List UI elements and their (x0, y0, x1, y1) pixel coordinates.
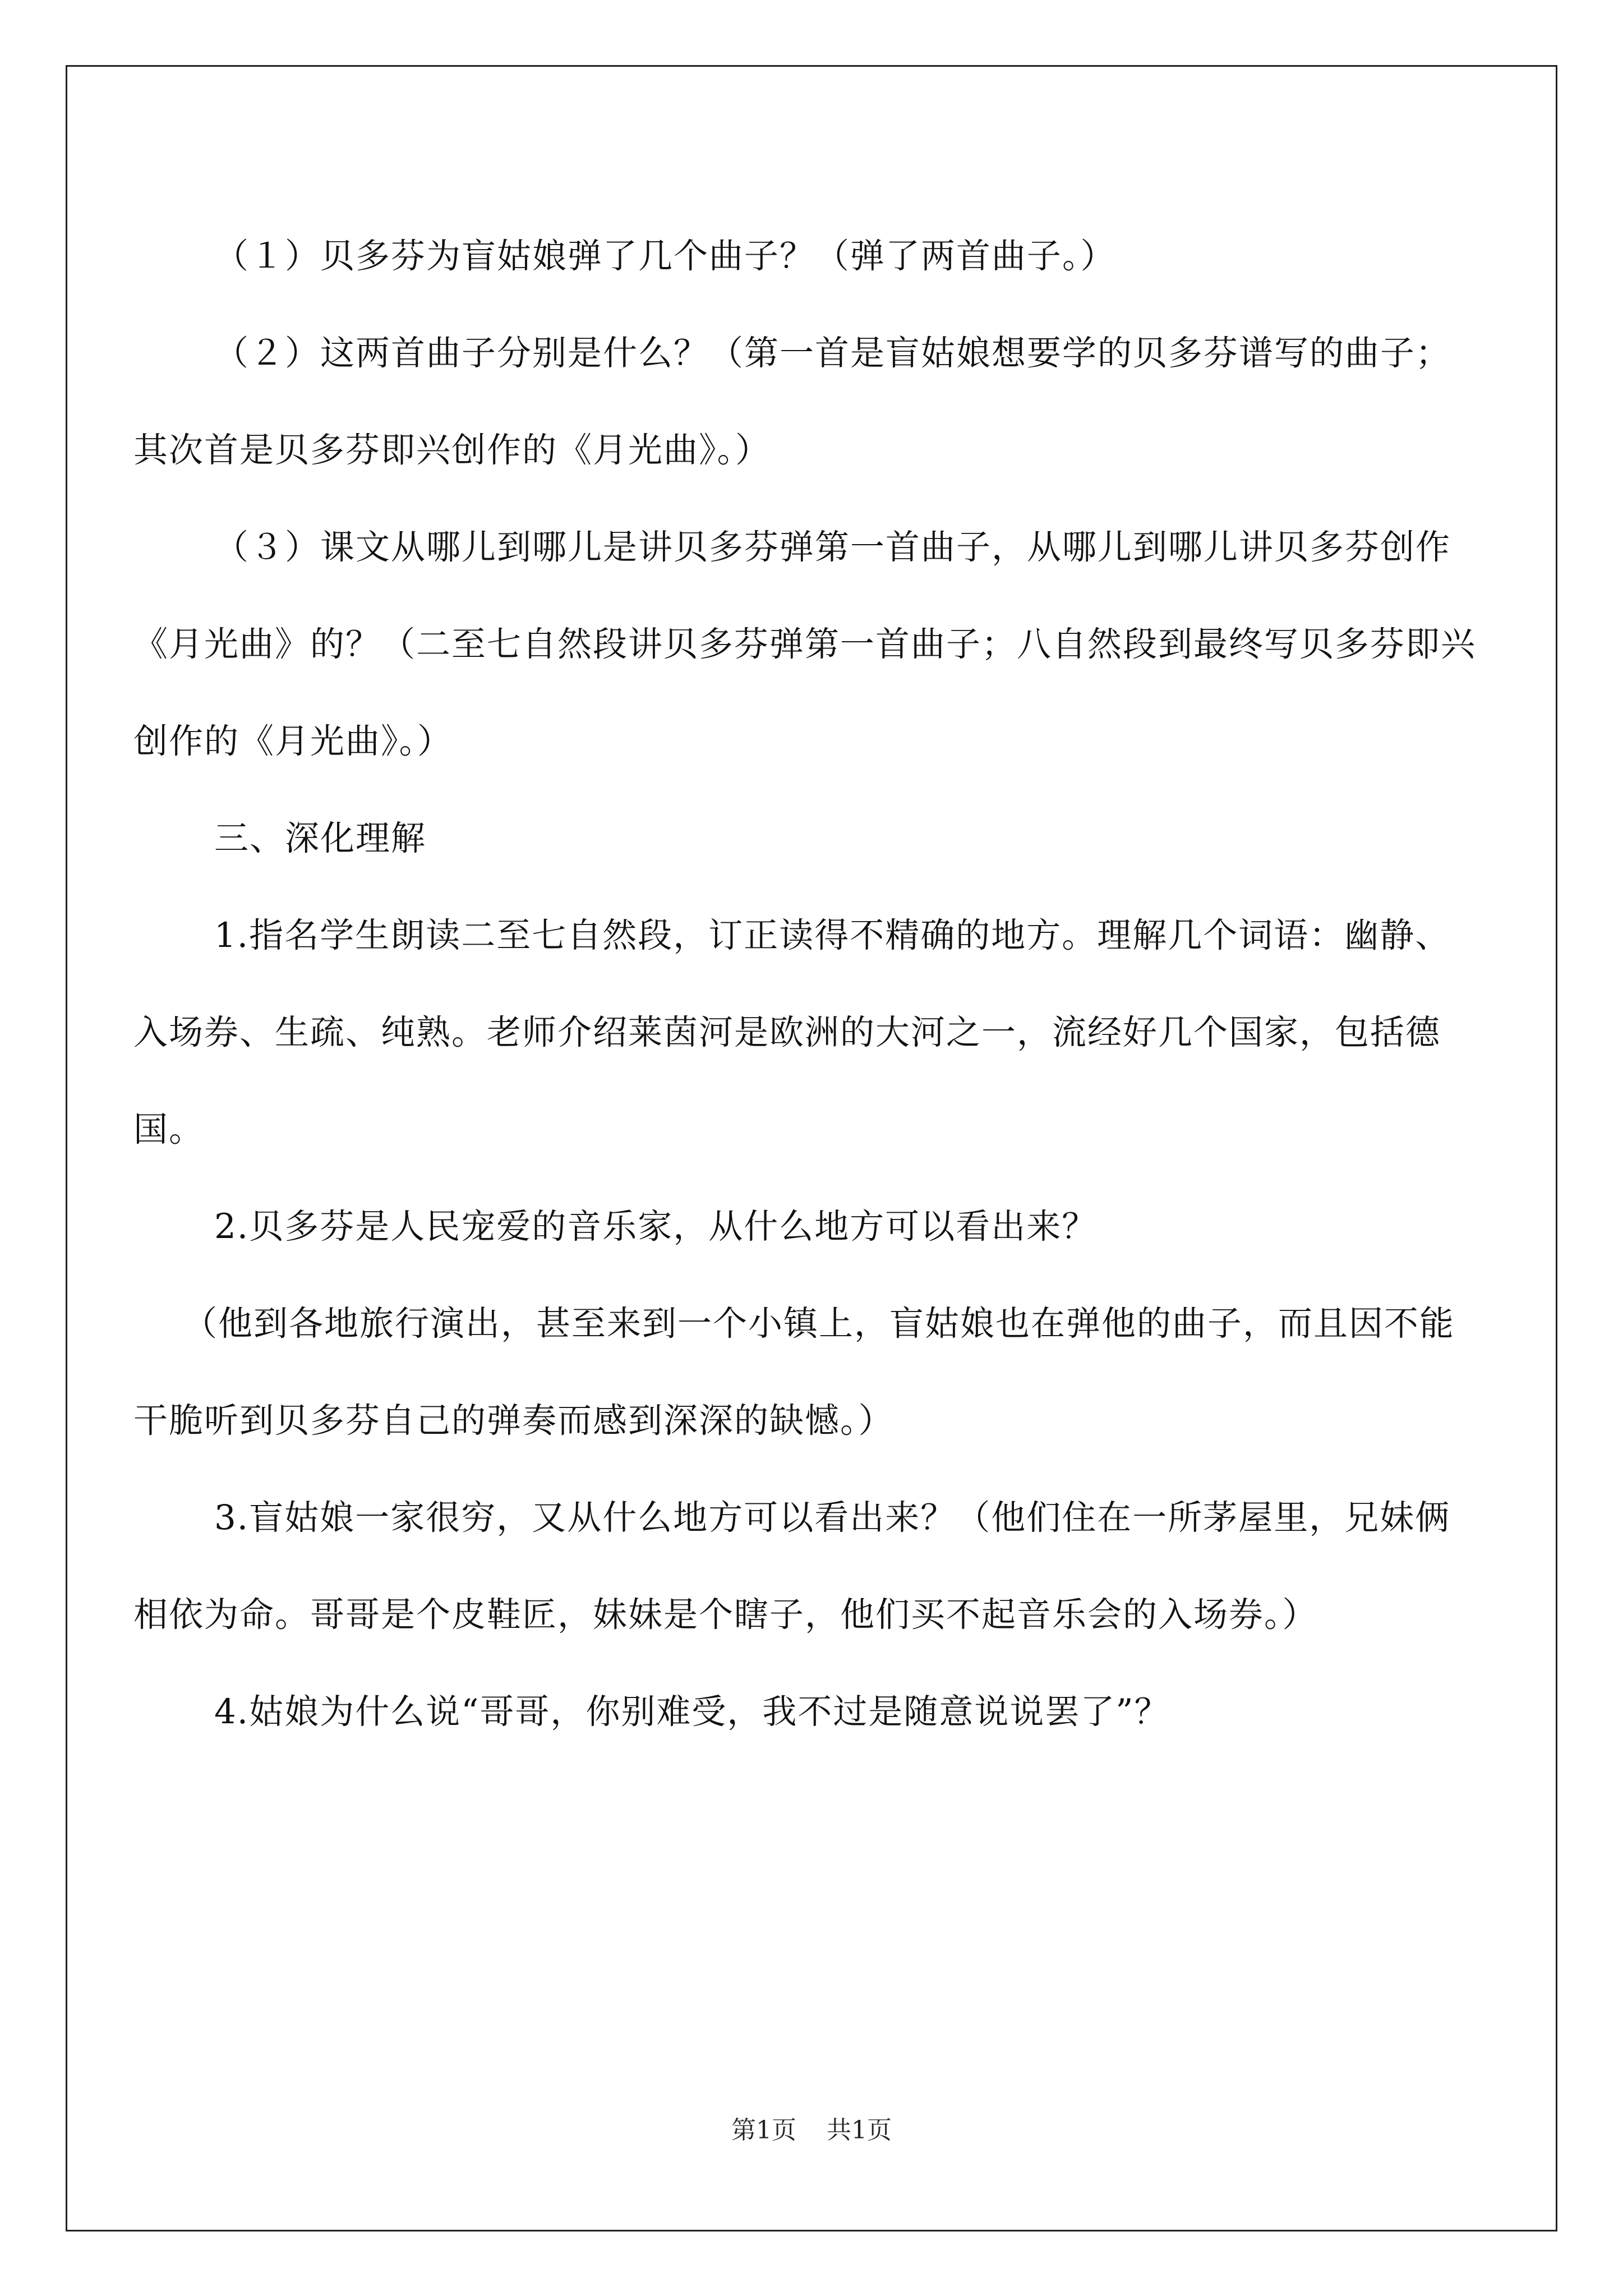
item-3: 3.盲姑娘一家很穷，又从什么地方可以看出来？（他们住在一所茅屋里，兄妹俩相依为命。哥哥是个皮鞋匠，妹妹是个瞎子，他们买不起音乐会的入场券。） (133, 1498, 1451, 1635)
page-number-total: 共1页 (827, 2116, 892, 2145)
item-2: 2.贝多芬是人民宠爱的音乐家，从什么地方可以看出来？ (214, 1207, 1098, 1246)
document-body (133, 208, 1485, 2076)
question-1: （１）贝多芬为盲姑娘弹了几个曲子？（弹了两首曲子。） (214, 236, 1116, 276)
page-footer (0, 2114, 1623, 2147)
item-1: 1.指名学生朗读二至七自然段，订正读得不精确的地方。理解几个词语：幽静、入场券、生疏、纯熟。老师介绍莱茵河是欧洲的大河之一，流经好几个国家，包括德国。 (133, 915, 1451, 1149)
question-3: （３）课文从哪儿到哪儿是讲贝多芬弹第一首曲子，从哪儿到哪儿讲贝多芬创作《月光曲》的？（二至七自然段讲贝多芬弹第一首曲子；八自然段到最终写贝多芬即兴创作的《月光曲》。） (133, 527, 1477, 761)
item-4: 4.姑娘为什么说“哥哥，你别难受，我不过是随意说说罢了”？ (214, 1692, 1170, 1732)
question-2: （２）这两首曲子分别是什么？（第一首是盲姑娘想要学的贝多芬谱写的曲子；其次首是贝多芬即兴创作的《月光曲》。） (133, 333, 1451, 470)
page-number-current: 第1页 (731, 2116, 796, 2145)
item-2-answer: （他到各地旅行演出，甚至来到一个小镇上，盲姑娘也在弹他的曲子，而且因不能干脆听到贝多芬自己的弹奏而感到深深的缺憾。） (133, 1304, 1455, 1441)
section-heading: 三、深化理解 (214, 818, 427, 858)
